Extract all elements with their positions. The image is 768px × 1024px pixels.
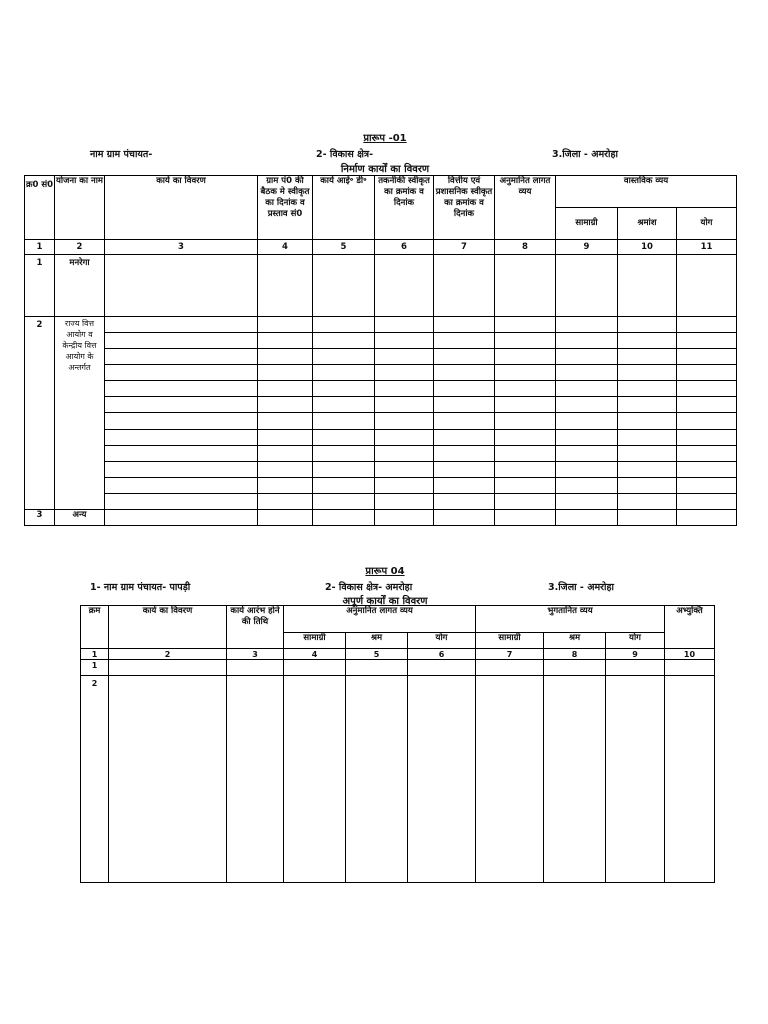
table-row (81, 676, 715, 883)
form4-header-samagri: सामाग्री (476, 633, 544, 649)
form4-jila-label: 3.जिला - अमरोहा (548, 582, 614, 593)
table-row (25, 317, 737, 333)
form1-jila-label: 3.जिला - अमरोहा (552, 149, 618, 160)
form1-header-vittiya: वित्तीय एवं प्रशासनिक स्वीकृत का क्रमांक व दिनांक (434, 176, 495, 240)
form4-col-num: 1 (81, 649, 109, 660)
table-row (25, 397, 737, 413)
form1-header-takniki: तकनीकी स्वीकृत का क्रमांक व दिनांक (375, 176, 434, 240)
table-row (25, 255, 737, 317)
form1-table (24, 175, 737, 526)
form1-header-shramansh: श्रमांश (618, 208, 677, 240)
form4-title: प्रारूप 04 (365, 566, 405, 577)
form1-header-yojana: योजना का नाम (55, 176, 105, 240)
form1-col-num: 11 (677, 240, 737, 255)
form4-header-shram: श्रम (346, 633, 408, 649)
form1-header-yog: योग (677, 208, 737, 240)
form1-row-sno: 2 (25, 317, 55, 510)
form4-col-num: 4 (284, 649, 346, 660)
form1-col-num: 5 (313, 240, 375, 255)
table-row (25, 381, 737, 397)
form1-header-sno: क्र0 सं0 (25, 176, 55, 240)
form1-col-num: 9 (556, 240, 618, 255)
table-row (25, 365, 737, 381)
form1-header-karya: कार्य का विवरण (105, 176, 258, 240)
form1-row-yojana: अन्य (55, 510, 105, 526)
table-cell[interactable] (677, 255, 737, 317)
form4-gram-panchayat-label: 1- नाम ग्राम पंचायत- पापड़ी (90, 582, 191, 593)
table-cell[interactable] (495, 255, 556, 317)
form1-col-num: 3 (105, 240, 258, 255)
table-row (25, 510, 737, 526)
form4-column-numbers-row (81, 649, 715, 660)
table-row (81, 660, 715, 676)
table-cell[interactable] (313, 255, 375, 317)
form1-col-num: 4 (258, 240, 313, 255)
form4-header-karya: कार्य का विवरण (109, 606, 227, 649)
form4-col-num: 10 (665, 649, 715, 660)
table-row (25, 494, 737, 510)
table-row (25, 462, 737, 478)
form4-col-num: 2 (109, 649, 227, 660)
form4-row-kram: 2 (81, 676, 109, 883)
form4-col-num: 3 (227, 649, 284, 660)
table-row (25, 446, 737, 462)
form4-col-num: 6 (408, 649, 476, 660)
table-row (25, 333, 737, 349)
table-row (25, 349, 737, 365)
form4-col-num: 7 (476, 649, 544, 660)
form1-column-numbers-row (25, 240, 737, 255)
table-cell[interactable] (105, 255, 258, 317)
form4-header-samagri: सामाग्री (284, 633, 346, 649)
form1-col-num: 10 (618, 240, 677, 255)
form4-header-kram: क्रम (81, 606, 109, 649)
form4-col-num: 8 (544, 649, 606, 660)
form1-row-yojana: मनरेगा (55, 255, 105, 317)
form1-col-num: 6 (375, 240, 434, 255)
form4-col-num: 5 (346, 649, 408, 660)
form1-row-yojana: राज्य वित्त आयोग व केन्द्रीय वित्त आयोग के अन्तर्गत (55, 317, 105, 510)
form1-header-anumanit: अनुमानित लागत व्यय (495, 176, 556, 240)
form1-subtitle: निर्माण कार्यों का विवरण (340, 164, 430, 175)
form4-col-num: 9 (606, 649, 665, 660)
table-cell[interactable] (618, 255, 677, 317)
form4-header-arambh: कार्य आरंभ होने की तिथि (227, 606, 284, 649)
table-row (25, 430, 737, 446)
form1-header-karya-id: कार्य आई॰ डी॰ (313, 176, 375, 240)
form1-row-sno: 3 (25, 510, 55, 526)
form4-vikas-kshetra-label: 2- विकास क्षेत्र- अमरोहा (325, 582, 413, 593)
table-row (25, 413, 737, 430)
form1-header-samagri: सामाग्री (556, 208, 618, 240)
table-row (25, 478, 737, 494)
form4-header-anumanit: अनुमानित लागत व्यय (284, 606, 476, 633)
form4-header-shram: श्रम (544, 633, 606, 649)
form1-header-gram-baithak: ग्राम पं0 की बैठक मे स्वीकृत का दिनांक व प्रस्ताव सं0 (258, 176, 313, 240)
form1-col-num: 2 (55, 240, 105, 255)
form4-header-yog: योग (408, 633, 476, 649)
table-cell[interactable] (375, 255, 434, 317)
form4-header-abhyukti: अभ्युक्ति (665, 606, 715, 649)
form4-row-kram: 1 (81, 660, 109, 676)
form4-table (80, 605, 715, 883)
form1-title: प्रारूप -01 (363, 133, 407, 144)
form1-vikas-kshetra-label: 2- विकास क्षेत्र- (316, 149, 374, 160)
table-cell[interactable] (434, 255, 495, 317)
form1-col-num: 8 (495, 240, 556, 255)
form1-col-num: 7 (434, 240, 495, 255)
form4-header-bhugtanit: भुगतानित व्यय (476, 606, 665, 633)
form1-col-num: 1 (25, 240, 55, 255)
form4-subtitle: अपूर्ण कार्यों का विवरण (342, 596, 428, 607)
form1-row-sno: 1 (25, 255, 55, 317)
form4-header-yog: योग (606, 633, 665, 649)
table-cell[interactable] (556, 255, 618, 317)
form1-header-vastavik: वास्तविक व्यय (556, 176, 737, 208)
table-cell[interactable] (258, 255, 313, 317)
form1-gram-panchayat-label: नाम ग्राम पंचायत- (90, 149, 153, 160)
